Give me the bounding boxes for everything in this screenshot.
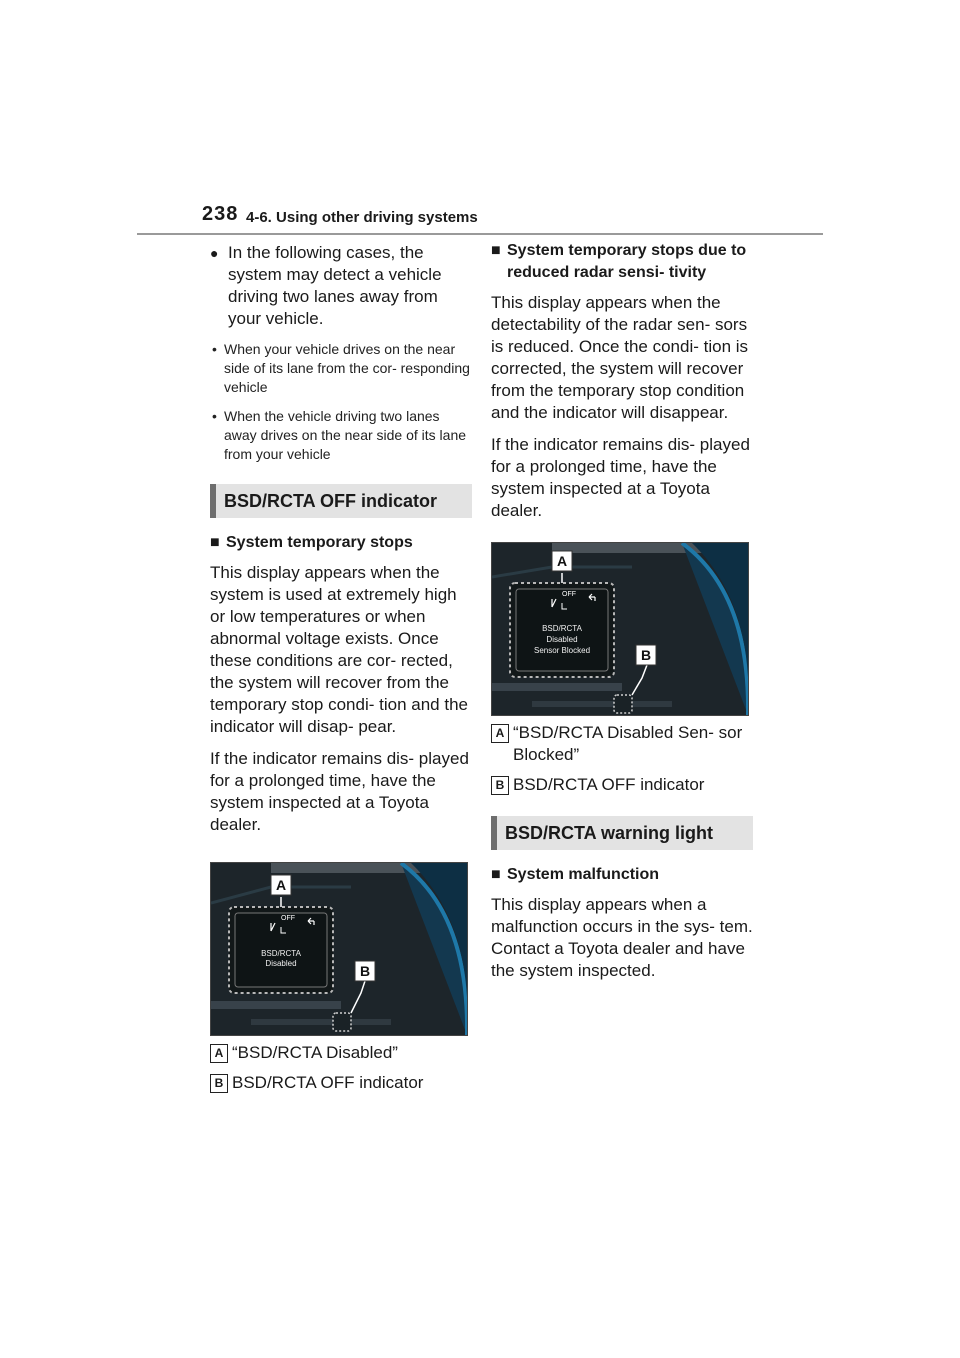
square-bullet-icon: ■ (491, 242, 501, 259)
legend-key-b: B (491, 776, 509, 795)
bullet-dot-icon: • (212, 341, 217, 357)
display-off-text: OFF (562, 591, 576, 598)
subheading-text: System temporary stops due to reduced radar sensi- tivity (507, 242, 747, 281)
square-bullet-icon: ■ (210, 534, 220, 551)
legend-item-b (491, 774, 753, 796)
figure-tag-b: B (640, 647, 652, 663)
legend-key-b: B (210, 1074, 228, 1093)
display-line-1: BSD/RCTA (542, 624, 582, 633)
display-line-1: BSD/RCTA (261, 949, 301, 958)
figure-tag-a: A (556, 553, 568, 569)
legend-text-b: BSD/RCTA OFF indicator (513, 775, 705, 794)
subheading (210, 532, 472, 554)
legend-text-a: “BSD/RCTA Disabled Sen- sor Blocked” (513, 723, 743, 764)
sub-item (210, 340, 472, 397)
sub-item (210, 407, 472, 464)
sub-text: When your vehicle drives on the near side of its lane from the cor- responding vehicle (224, 341, 470, 395)
display-message (235, 949, 327, 969)
paragraph: If the indicator remains dis- played for a prolonged time, have the system inspected at a Toyota dealer. (491, 435, 750, 520)
paragraph: This display appears when the system is used at extremely high or low temperatures or when abnormal voltage exists. Once these conditions are cor- rected, the system will recover from the temporary stop condi- tion and the indicator will disap- pear. (210, 563, 468, 736)
display-message (516, 623, 608, 656)
diamond-bullet-icon: ● (210, 245, 219, 261)
header-divider (137, 233, 823, 235)
paragraph: This display appears when the detectability of the radar sen- sors is reduced. Once the condi- tion is corrected, the system will recover from the temporary stop condition and the indicator will disappear. (491, 293, 749, 422)
left-column (210, 240, 472, 1094)
legend-item-a (491, 722, 753, 766)
page-number: 238 (202, 203, 239, 225)
display-line-3: Sensor Blocked (533, 646, 591, 655)
subheading-text: System malfunction (507, 866, 660, 883)
figure-tag-a: A (275, 877, 287, 893)
heading-bsd-rcta-off-indicator: BSD/RCTA OFF indicator (210, 484, 472, 518)
section-title: 4-6. Using other driving systems (246, 209, 478, 226)
legend-item-b (210, 1072, 472, 1094)
subheading (491, 864, 753, 886)
paragraph: This display appears when a malfunction occurs in the sys- tem. Contact a Toyota dealer and have the system inspected. (491, 895, 753, 980)
display-off-text: OFF (281, 915, 295, 922)
subheading-text: System temporary stops (226, 534, 413, 551)
figure-tag-b: B (359, 963, 371, 979)
display-figure-disabled (210, 862, 468, 1036)
display-figure-sensor-blocked (491, 542, 749, 716)
square-bullet-icon: ■ (491, 866, 501, 883)
subheading (491, 240, 753, 284)
heading-bsd-rcta-warning-light: BSD/RCTA warning light (491, 816, 753, 850)
sub-text: When the vehicle driving two lanes away drives on the near side of its lane from your vehicle (224, 408, 467, 462)
legend-text-a: “BSD/RCTA Disabled” (232, 1043, 398, 1062)
legend-item-a (210, 1042, 472, 1064)
display-line-2: Disabled (265, 959, 297, 968)
legend-key-a: A (210, 1044, 228, 1063)
right-column (491, 240, 753, 982)
paragraph: If the indicator remains dis- played for a prolonged time, have the system inspected at a Toyota dealer. (210, 749, 469, 834)
display-line-2: Disabled (546, 635, 578, 644)
legend-text-b: BSD/RCTA OFF indicator (232, 1073, 424, 1092)
lead-item (210, 242, 472, 330)
bullet-dot-icon: • (212, 408, 217, 424)
lead-text: In the following cases, the system may detect a vehicle driving two lanes away from your vehicle. (228, 243, 442, 328)
legend-key-a: A (491, 724, 509, 743)
